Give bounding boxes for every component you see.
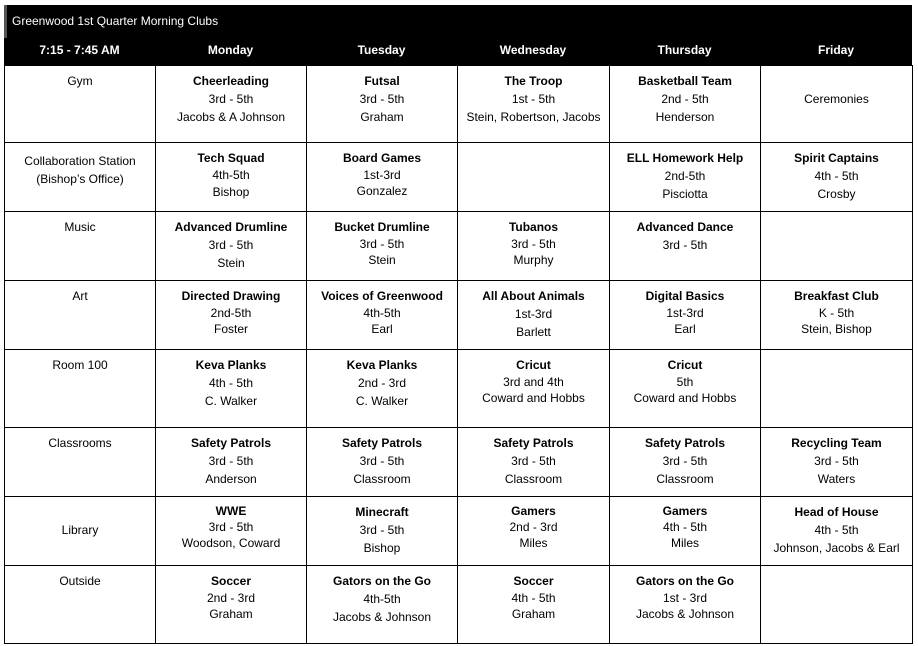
club-cell: [156, 566, 307, 644]
location-name: Classrooms: [48, 436, 112, 450]
club-name: Basketball Team: [638, 74, 732, 88]
club-name: Recycling Team: [791, 436, 882, 450]
club-grades: 3rd - 5th: [511, 454, 556, 468]
club-name: Tech Squad: [197, 151, 265, 165]
location-cell: [5, 566, 156, 644]
club-cell: [458, 212, 610, 281]
club-grades: 1st-3rd: [363, 168, 401, 182]
club-grades: 3rd - 5th: [359, 92, 405, 106]
club-staff: Graham: [511, 607, 556, 621]
club-cell: [156, 212, 307, 281]
location-name: Music: [64, 220, 96, 234]
club-cell: [610, 428, 761, 497]
club-cell: [761, 281, 913, 350]
club-cell-empty: [761, 350, 913, 428]
club-grades: 3rd - 5th: [359, 237, 405, 251]
club-name: Board Games: [342, 151, 422, 165]
club-cell: [458, 281, 610, 350]
club-grades: 2nd - 3rd: [206, 591, 256, 605]
club-staff: Graham: [209, 607, 253, 621]
club-grades: 3rd and 4th: [503, 375, 564, 389]
club-staff: Johnson, Jacobs & Earl: [773, 541, 900, 555]
club-cell: [458, 350, 610, 428]
club-grades: 3rd - 5th: [359, 523, 405, 537]
club-staff: Jacobs & A Johnson: [176, 110, 286, 124]
club-cell: [307, 428, 458, 497]
header-day-monday: Monday: [207, 43, 254, 57]
club-name: All About Animals: [482, 289, 585, 303]
club-staff: Classroom: [656, 472, 714, 486]
club-cell-empty: [761, 566, 913, 644]
location-name: Room 100: [52, 358, 108, 372]
club-grades: 5th: [676, 375, 694, 389]
club-cell: [458, 66, 610, 143]
club-staff: Barlett: [516, 325, 551, 339]
club-name: WWE: [215, 504, 247, 518]
club-grades: 2nd-5th: [210, 306, 252, 320]
club-grades: 3rd - 5th: [511, 237, 556, 251]
club-name: Soccer: [513, 574, 554, 588]
club-name: Safety Patrols: [644, 436, 726, 450]
club-cell-empty: [761, 212, 913, 281]
club-cell: [156, 143, 307, 212]
club-cell: [761, 66, 913, 143]
header-day-tuesday: Tuesday: [357, 43, 406, 57]
club-grades: 4th - 5th: [662, 520, 708, 534]
location-cell: [5, 428, 156, 497]
club-cell: [610, 143, 761, 212]
club-name: Safety Patrols: [341, 436, 423, 450]
table-row: [5, 497, 913, 566]
table-row: [5, 143, 913, 212]
club-cell: [610, 281, 761, 350]
club-staff: C. Walker: [204, 394, 258, 408]
club-grades: 3rd - 5th: [662, 238, 708, 252]
club-name: Minecraft: [355, 505, 409, 519]
club-cell: [458, 566, 610, 644]
club-name: Spirit Captains: [794, 151, 879, 165]
club-grades: 3rd - 5th: [208, 238, 254, 252]
clubs-table: [4, 65, 913, 644]
club-name: Breakfast Club: [794, 289, 879, 303]
club-cell: [307, 350, 458, 428]
club-grades: 4th-5th: [363, 306, 401, 320]
club-name: Head of House: [794, 505, 879, 519]
club-grades: 4th - 5th: [208, 376, 254, 390]
title-bar-edge: [4, 5, 7, 38]
club-staff: Stein, Bishop: [801, 322, 872, 336]
club-cell: [156, 350, 307, 428]
club-grades: 2nd - 3rd: [357, 376, 407, 390]
club-staff: Bishop: [212, 185, 250, 199]
location-cell: [5, 497, 156, 566]
club-name: Bucket Drumline: [334, 220, 430, 234]
club-cell: [610, 350, 761, 428]
club-name: Gamers: [662, 504, 708, 518]
club-grades: K - 5th: [818, 306, 855, 320]
club-staff: Murphy: [513, 253, 554, 267]
location-cell: [5, 281, 156, 350]
club-staff: Woodson, Coward: [181, 536, 281, 550]
club-grades: 2nd - 3rd: [509, 520, 558, 534]
club-staff: Classroom: [504, 472, 563, 486]
club-staff: C. Walker: [355, 394, 409, 408]
club-name: Digital Basics: [645, 289, 725, 303]
club-name: Cricut: [516, 358, 551, 372]
club-staff: Jacobs & Johnson: [332, 610, 432, 624]
location-subname: (Bishop’s Office): [36, 172, 124, 186]
club-grades: 1st - 5th: [511, 92, 556, 106]
club-grades: 4th-5th: [363, 592, 401, 606]
club-grades: 4th - 5th: [814, 169, 859, 183]
header-time: 7:15 - 7:45 AM: [39, 43, 120, 57]
club-name: Keva Planks: [346, 358, 418, 372]
table-row: [5, 66, 913, 143]
club-staff: Anderson: [205, 472, 257, 486]
table-row: [5, 566, 913, 644]
club-name: Safety Patrols: [190, 436, 272, 450]
club-staff: Miles: [519, 536, 548, 550]
club-name: Safety Patrols: [493, 436, 574, 450]
club-cell: [307, 497, 458, 566]
club-name: Directed Drawing: [181, 289, 281, 303]
schedule-title: Greenwood 1st Quarter Morning Clubs: [12, 14, 219, 28]
club-grades: 1st - 3rd: [662, 591, 707, 605]
club-grades: 4th - 5th: [511, 591, 556, 605]
club-cell: [307, 66, 458, 143]
table-row: [5, 350, 913, 428]
club-grades: 4th - 5th: [814, 523, 859, 537]
club-cell: [156, 497, 307, 566]
club-name: ELL Homework Help: [626, 151, 744, 165]
club-name: Advanced Dance: [636, 220, 734, 234]
club-cell: [761, 497, 913, 566]
club-name: Gamers: [511, 504, 556, 518]
club-staff: Graham: [360, 110, 404, 124]
club-cell: [610, 66, 761, 143]
club-grades: 1st-3rd: [514, 307, 553, 321]
table-row: [5, 428, 913, 497]
club-cell: [610, 497, 761, 566]
header-row: [4, 38, 912, 65]
club-cell: [610, 566, 761, 644]
club-cell: [307, 566, 458, 644]
club-name: Advanced Drumline: [174, 220, 288, 234]
location-name: Collaboration Station: [24, 154, 136, 168]
club-staff: Earl: [674, 322, 696, 336]
club-name: Voices of Greenwood: [321, 289, 443, 303]
club-staff: Pisciotta: [662, 187, 708, 201]
table-row: [5, 212, 913, 281]
club-staff: Gonzalez: [356, 184, 408, 198]
club-staff: Foster: [213, 322, 248, 336]
club-grades: 3rd - 5th: [208, 520, 254, 534]
club-cell: [761, 143, 913, 212]
club-staff: Stein: [368, 253, 396, 267]
location-name: Art: [72, 289, 88, 303]
club-staff: Coward and Hobbs: [482, 391, 585, 405]
club-name: Keva Planks: [195, 358, 267, 372]
club-staff: Stein: [217, 256, 245, 270]
club-staff: Jacobs & Johnson: [635, 607, 735, 621]
location-name: Gym: [67, 74, 93, 88]
club-name: Futsal: [364, 74, 400, 88]
club-grades: 3rd - 5th: [814, 454, 859, 468]
club-staff: Stein, Robertson, Jacobs: [466, 110, 601, 124]
location-cell: [5, 212, 156, 281]
club-grades: 2nd-5th: [664, 169, 706, 183]
club-cell: [156, 66, 307, 143]
location-cell: [5, 143, 156, 212]
club-cell: [307, 143, 458, 212]
club-cell: [610, 212, 761, 281]
location-cell: [5, 350, 156, 428]
club-grades: 3rd - 5th: [662, 454, 708, 468]
club-staff: Crosby: [817, 187, 856, 201]
club-grades: 1st-3rd: [666, 306, 704, 320]
club-name: Gators on the Go: [635, 574, 734, 588]
club-cell: [761, 428, 913, 497]
club-staff: Earl: [371, 322, 393, 336]
club-name: Cricut: [667, 358, 703, 372]
club-staff: Classroom: [353, 472, 411, 486]
club-staff: Henderson: [655, 110, 715, 124]
club-grades: 2nd - 5th: [661, 92, 709, 106]
club-cell: [307, 212, 458, 281]
club-staff: Bishop: [363, 541, 401, 555]
location-name: Library: [61, 523, 99, 537]
club-cell-empty: [458, 143, 610, 212]
club-name: The Troop: [504, 74, 563, 88]
table-row: [5, 281, 913, 350]
club-name: Gators on the Go: [332, 574, 431, 588]
header-day-wednesday: Wednesday: [499, 43, 567, 57]
club-grades: 3rd - 5th: [359, 454, 405, 468]
club-staff: Coward and Hobbs: [633, 391, 737, 405]
schedule-title-bar: [4, 5, 912, 38]
club-cell: [307, 281, 458, 350]
club-cell: [156, 428, 307, 497]
club-cell: [458, 428, 610, 497]
club-cell: [156, 281, 307, 350]
header-day-friday: Friday: [817, 43, 854, 57]
location-cell: [5, 66, 156, 143]
club-grades: 3rd - 5th: [208, 454, 254, 468]
club-cell: [458, 497, 610, 566]
header-day-thursday: Thursday: [657, 43, 712, 57]
club-name: Tubanos: [508, 220, 559, 234]
club-name: Soccer: [210, 574, 252, 588]
club-staff: Miles: [670, 536, 699, 550]
club-name: Cheerleading: [192, 74, 270, 88]
club-grades: 3rd - 5th: [208, 92, 254, 106]
club-staff: Waters: [817, 472, 856, 486]
club-name-plain: Ceremonies: [804, 92, 869, 106]
club-grades: 4th-5th: [212, 168, 250, 182]
location-name: Outside: [59, 574, 101, 588]
